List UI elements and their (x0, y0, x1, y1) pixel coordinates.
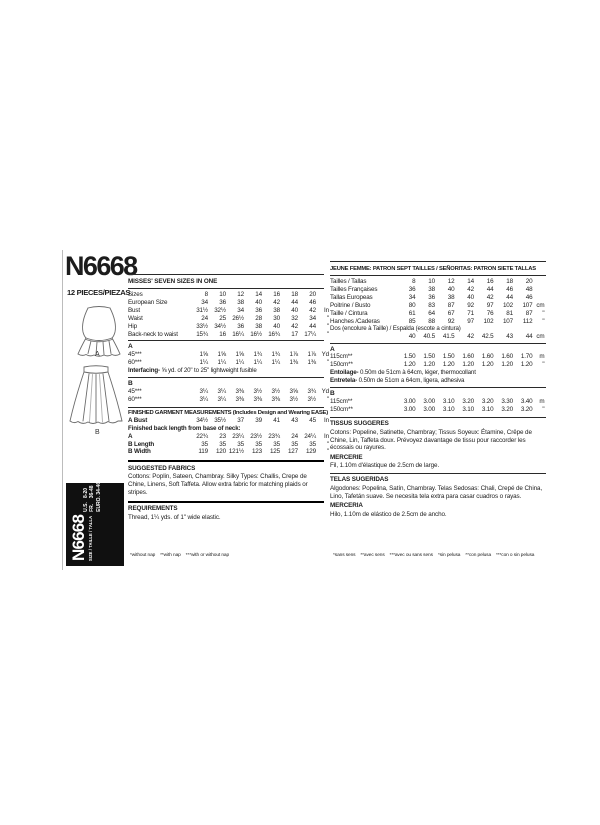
size-box-size-words: SIZE / TAILLE / TALLA (88, 515, 93, 561)
size-table-row: Tailles Françaises 36 38 40 42 44 46 48 (330, 285, 533, 293)
nap-footnote-french: *sans sens **avec sens ***avec ou sans sens (333, 553, 433, 558)
view-a-yardage-table (128, 350, 329, 367)
size-table-row: Hanches /Caderas 85 88 92 97 102 107 112 " (330, 317, 545, 325)
back-neck-to-waist-foreign-label: Dos (encolure à Taille) / Espalda (escote a cintura) (330, 325, 461, 333)
tissus-suggeres-body: Cotons: Popeline, Satinette, Chambray; Tissus Soyeux: Étamine, Crêpe de Chine, Lin, Taffeta doux. Prévoyez davantage de tissu pour raccorder les écossais ou rayures. (330, 428, 532, 452)
yardage-row: 60*** 1¼ 1¼ 1¼ 1¼ 1¼ 1⅜ 1⅜ " (128, 358, 329, 366)
size-table-row: Back-neck to waist 15¾ 16 16¼ 16½ 16¾ 17 17¼ " (128, 330, 329, 338)
skirt-line-art (67, 363, 125, 427)
foreign-size-table (330, 278, 546, 325)
size-range-line: EURO. 34-46 (95, 481, 102, 512)
pattern-number-title: N6668 (65, 251, 137, 281)
finished-row: A Bust 34½ 35½ 37 39 41 43 45 In (128, 417, 329, 425)
telas-sugeridas-header: TELAS SUGERIDAS (330, 476, 389, 484)
yardage-row: 45*** 1⅝ 1⅝ 1⅝ 1¾ 1¾ 1⅞ 1⅞ Yd (128, 350, 329, 358)
finished-row: A 22¾ 23 23¼ 23½ 23¾ 24 24¼ In (128, 432, 329, 440)
merceria-body: Hilo, 1.10m de elástico de 2.5cm de ancho. (330, 510, 447, 518)
interfacing-note: Interfacing- ⅝ yd. of 20" to 25" lightweight fusible (128, 366, 257, 374)
metric-row: 150cm** 1.20 1.20 1.20 1.20 1.20 1.20 1.20 " (330, 361, 545, 369)
metric-row: 115cm** 1.50 1.50 1.50 1.60 1.60 1.60 1.70 m (330, 353, 545, 361)
entretela-note: Entretela- 0.50m de 51cm a 64cm, ligera, adhesiva (330, 376, 465, 384)
size-box-pattern-number: N6668 (69, 514, 88, 561)
metric-row: 115cm** 3.00 3.00 3.10 3.20 3.20 3.30 3.40 m (330, 397, 545, 405)
finished-measurements-header: FINISHED GARMENT MEASUREMENTS (Includes Design and Wearing EASE) (128, 409, 328, 416)
finished-row: B Length 35 35 35 35 35 35 35 " (128, 440, 329, 448)
view-b-section-label: B (128, 380, 133, 388)
size-table-row: Sizes 8 10 12 14 16 18 20 (128, 291, 316, 298)
pieces-count-label: 12 PIECES/PIEZAS (67, 288, 131, 297)
size-table-row: Waist 24 25 26½ 28 30 32 34 " (128, 314, 329, 322)
size-table-row: Poitrine / Busto 80 83 87 92 97 102 107 cm (330, 301, 545, 309)
yardage-row: 45*** 3¼ 3¼ 3⅜ 3½ 3½ 3⅝ 3¾ Yd (128, 387, 329, 395)
nap-footnote-english: *without nap **with nap ***with or without nap (130, 553, 230, 558)
mercerie-header: MERCERIE (330, 453, 363, 461)
merceria-header: MERCERIA (330, 502, 363, 510)
size-table-row: Bust 31½ 32½ 34 36 38 40 42 In (128, 306, 329, 314)
yardage-row: 60*** 3¼ 3¼ 3⅜ 3⅜ 3⅜ 3½ 3½ " (128, 395, 329, 403)
view-b-foreign-section-label: B (330, 390, 335, 398)
metric-row: 150cm** 3.00 3.00 3.10 3.10 3.10 3.20 3.20 " (330, 405, 545, 413)
size-table-row: Tailles / Tallas 8 10 12 14 16 18 20 (330, 278, 533, 285)
size-box (66, 465, 124, 566)
size-table-row: 40 40.5 41.5 42 42.5 43 44 cm (408, 333, 545, 341)
view-b-label: B (95, 429, 100, 436)
view-a-foreign-section-label: A (330, 345, 335, 353)
view-a-metric-table (330, 353, 546, 369)
requirements-header: REQUIREMENTS (128, 505, 178, 513)
peplum-top-line-art (73, 302, 125, 358)
telas-sugeridas-body: Algodones: Popelina, Satín, Chambray. Telas Sedosas: Chali, Crepé de China, Lino, Tafetán suave. Se necesita tela extra para casar cuadros o rayas. (330, 484, 543, 500)
foreign-sizes-header: JEUNE FEMME: PATRON SEPT TAILLES / SEÑORITAS: PATRON SIETE TALLAS (330, 265, 536, 272)
mercerie-body: Fil, 1.10m d'élastique de 2.5cm de large. (330, 462, 440, 470)
nap-footnote-spanish: *sin pelusa **con pelusa ***con o sin pelusa (438, 553, 535, 558)
french-spanish-column (330, 259, 546, 518)
suggested-fabrics-header: SUGGESTED FABRICS (128, 464, 196, 472)
size-box-view-letter: A (91, 465, 112, 479)
size-table-row: Taille / Cintura 61 64 67 71 76 81 87 " (330, 309, 545, 317)
view-b-metric-table (330, 398, 546, 414)
size-table-row: Hip 33½ 34½ 36 38 40 42 44 " (128, 322, 329, 330)
back-neck-values-table (330, 333, 546, 341)
size-box-rotated-content (66, 465, 124, 566)
size-table-row: European Size 34 36 38 40 42 44 46 (128, 298, 316, 306)
tissus-suggeres-header: TISSUS SUGGERES (330, 420, 389, 428)
finished-bust-table (128, 417, 329, 425)
english-column (128, 272, 329, 522)
view-b-yardage-table (128, 387, 329, 404)
view-a-label: A (95, 351, 100, 358)
size-box-size-ranges (83, 482, 121, 512)
finished-back-length-subheader: Finished back length from base of neck: (128, 425, 241, 433)
english-size-table (128, 291, 329, 338)
size-range-line: FR. 36-48 (89, 485, 96, 512)
size-range-line: U.S. 8-20 (83, 487, 89, 512)
garment-sketch-skirt-b (67, 363, 125, 432)
entoilage-note: Entoilage- 0.50m de 51cm à 64cm, léger, thermocollant (330, 369, 476, 377)
finished-row: B Width 119 120 121½ 123 125 127 129 " (128, 448, 329, 456)
english-sizes-header: MISSES' SEVEN SIZES IN ONE (128, 277, 218, 285)
size-table-row: Tallas Europeas 34 36 38 40 42 44 46 (330, 293, 533, 301)
suggested-fabrics-body: Cottons: Poplin, Sateen, Chambray. Silky Types: Challis, Crepe de Chine, Linens, Soft Taffeta. Allow extra fabric for matching plaids or stripes. (128, 473, 308, 496)
view-a-section-label: A (128, 343, 133, 351)
envelope-left-edge-line (62, 250, 63, 570)
finished-length-table (128, 432, 329, 457)
requirements-body: Thread, 1¼ yds. of 1" wide elastic. (128, 513, 221, 521)
